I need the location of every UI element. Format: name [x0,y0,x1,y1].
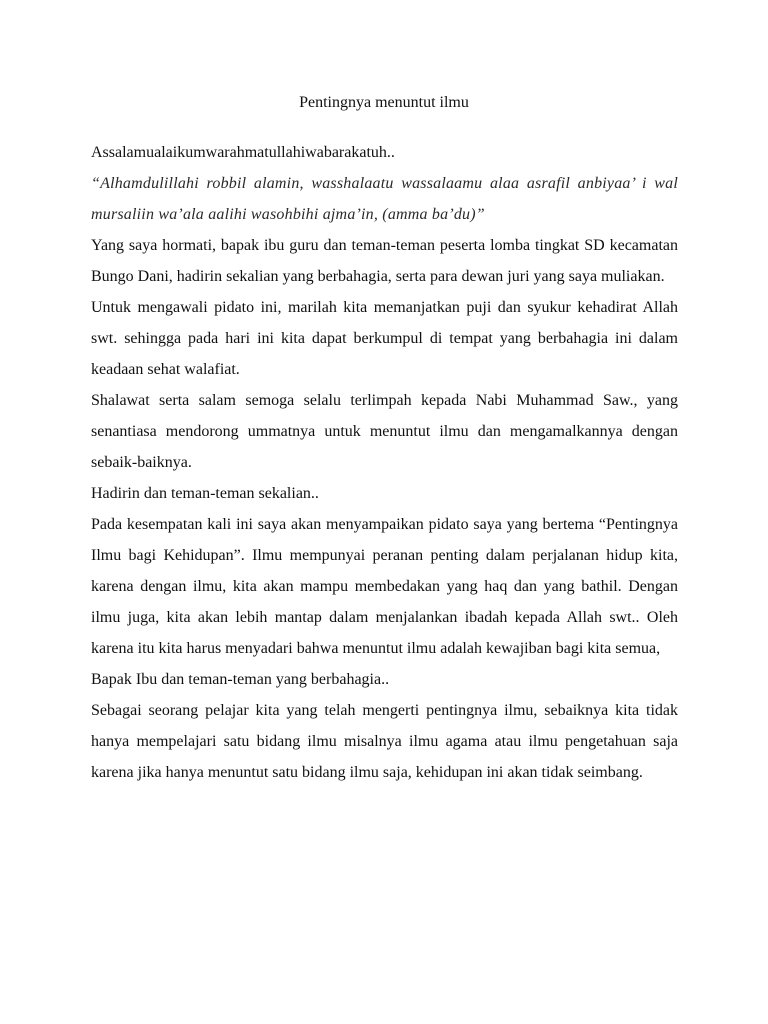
paragraph-salutation: Yang saya hormati, bapak ibu guru dan teman-teman peserta lomba tingkat SD kecamatan Bungo Dani, hadirin sekalian yang berbahagia, serta para dewan juri yang saya muliakan. [91,237,678,285]
paragraph-opening-praise: Untuk mengawali pidato ini, marilah kita memanjatkan puji dan syukur kehadirat Allah swt. sehingga pada hari ini kita dapat berkumpul di tempat yang berbahagia ini dalam keadaan sehat walafiat. [91,299,678,378]
opening-quote: “Alhamdulillahi robbil alamin, wasshalaatu wassalaamu alaa asrafil anbiyaa’ i wal mursaliin wa’ala aalihi wasohbihi ajma’in, (amma ba’du)” [91,175,678,223]
greeting-line: Assalamualaikumwarahmatullahiwabarakatuh.. [91,144,395,161]
paragraph-address-audience: Hadirin dan teman-teman sekalian.. [91,485,319,502]
paragraph-balance: Sebagai seorang pelajar kita yang telah mengerti pentingnya ilmu, sebaiknya kita tidak hanya mempelajari satu bidang ilmu misalnya ilmu agama atau ilmu pengetahuan saja karena jika hanya menuntut satu bidang ilmu saja, kehidupan ini akan tidak seimbang. [91,702,678,781]
paragraph-theme: Pada kesempatan kali ini saya akan menyampaikan pidato saya yang bertema “Pentingnya Ilmu bagi Kehidupan”. Ilmu mempunyai peranan penting dalam perjalanan hidup kita, karena dengan ilmu, kita akan mampu membedakan yang haq dan yang bathil. Dengan ilmu juga, kita akan lebih mantap dalam menjalankan ibadah kepada Allah swt.. Oleh karena itu kita harus menyadari bahwa menuntut ilmu adalah kewajiban bagi kita semua, [91,516,678,657]
document-body [91,137,678,788]
paragraph-address-teachers: Bapak Ibu dan teman-teman yang berbahagia.. [91,671,390,688]
paragraph-shalawat: Shalawat serta salam semoga selalu terlimpah kepada Nabi Muhammad Saw., yang senantiasa mendorong ummatnya untuk menuntut ilmu dan mengamalkannya dengan sebaik-baiknya. [91,392,678,471]
document-title: Pentingnya menuntut ilmu [299,94,469,111]
